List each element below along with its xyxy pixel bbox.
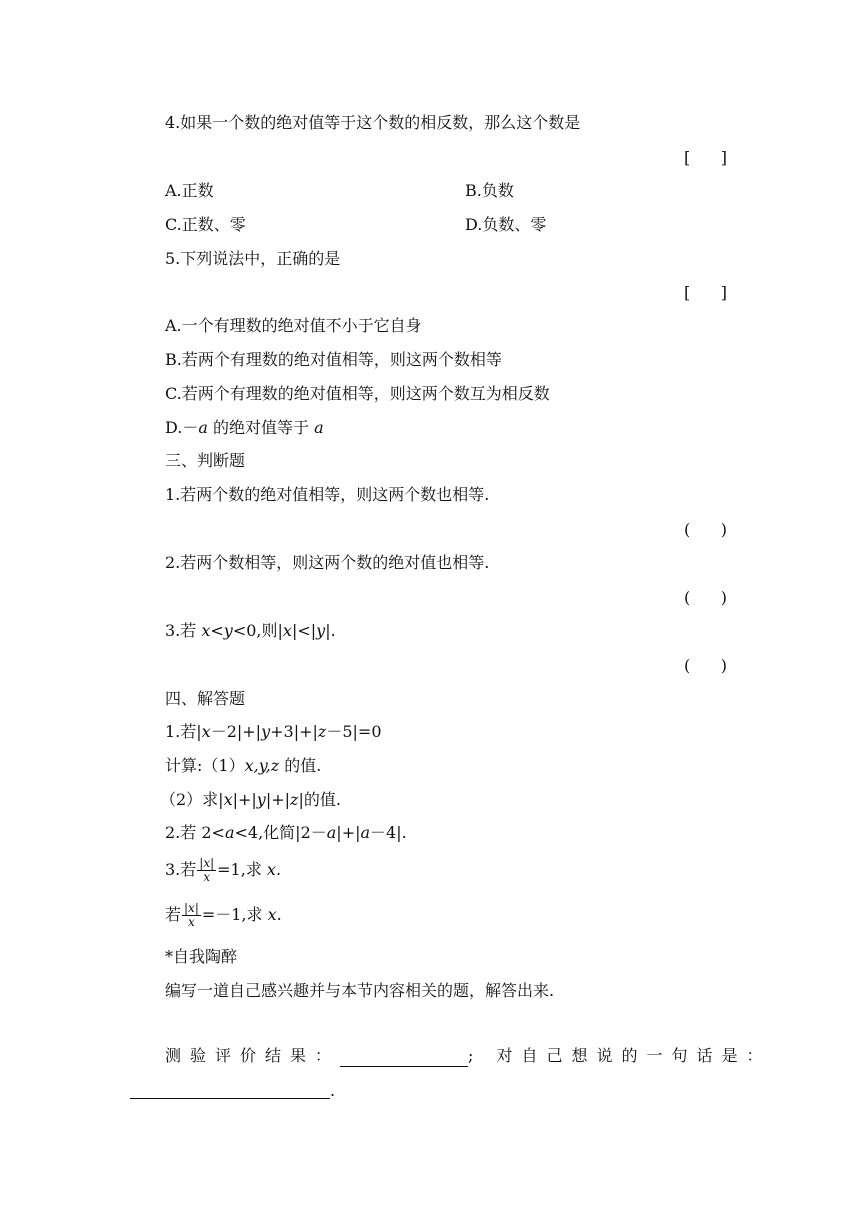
judge-item-1-paren: ( ) bbox=[684, 520, 727, 539]
q5-option-d: D.－a 的绝对值等于 a bbox=[165, 418, 324, 437]
q4-option-a: A.正数 bbox=[165, 181, 214, 200]
judge-item-3-paren: ( ) bbox=[684, 656, 727, 675]
evaluation-line bbox=[165, 1045, 772, 1067]
q5-stem: 5.下列说法中，正确的是 bbox=[165, 249, 341, 268]
self-section-text: 编写一道自己感兴趣并与本节内容相关的题，解答出来. bbox=[165, 981, 555, 1000]
judge-item-2-paren: ( ) bbox=[684, 588, 727, 607]
evaluation-end-period: . bbox=[330, 1081, 336, 1100]
problem-3b: 若 $\frac{|x|}{x}$ =－1,求 x. bbox=[165, 901, 282, 929]
judge-item-3: 3.若 x<y<0,则|x|<|y|. bbox=[165, 621, 336, 640]
judge-item-1: 1.若两个数的绝对值相等，则这两个数也相等. bbox=[165, 485, 490, 504]
self-section-title: *自我陶醉 bbox=[165, 947, 238, 966]
q4-option-c: C.正数、零 bbox=[165, 215, 246, 234]
q4-option-d: D.负数、零 bbox=[465, 215, 547, 234]
judge-item-2: 2.若两个数相等，则这两个数的绝对值也相等. bbox=[165, 553, 490, 572]
evaluation-label: 测验评价结果： bbox=[165, 1046, 341, 1065]
problem-1-part-2: （2）求|x|+|y|+|z|的值. bbox=[160, 790, 341, 809]
q4-option-b: B.负数 bbox=[465, 181, 514, 200]
q4-answer-bracket: [ ] bbox=[684, 148, 727, 167]
q5-option-b: B.若两个有理数的绝对值相等，则这两个数相等 bbox=[165, 350, 502, 369]
section3-title: 三、判断题 bbox=[165, 451, 246, 470]
evaluation-result-blank[interactable] bbox=[340, 1048, 468, 1067]
problem-1-part-1: 计算:（1）x,y,z 的值. bbox=[165, 756, 322, 775]
problem-1: 1.若|x－2|+|y+3|+|z－5|=0 bbox=[165, 722, 382, 741]
q5-answer-bracket: [ ] bbox=[684, 283, 727, 302]
fraction-abs-x-over-x: $\frac{|x|}{x}$ bbox=[199, 856, 215, 884]
evaluation-middle-text: ; 对自己想说的一句话是： bbox=[468, 1046, 772, 1065]
problem-3a: 3.若 $\frac{|x|}{x}$ =1,求 x. bbox=[165, 856, 282, 884]
self-message-blank[interactable] bbox=[130, 1078, 330, 1099]
q5-option-c: C.若两个有理数的绝对值相等，则这两个数互为相反数 bbox=[165, 384, 550, 403]
fraction-abs-x-over-x: $\frac{|x|}{x}$ bbox=[184, 901, 199, 929]
q4-stem: 4.如果一个数的绝对值等于这个数的相反数，那么这个数是 bbox=[165, 113, 581, 132]
problem-2: 2.若 2<a<4,化简|2－a|+|a－4|. bbox=[165, 823, 407, 842]
section4-title: 四、解答题 bbox=[165, 689, 246, 708]
q5-option-a: A.一个有理数的绝对值不小于它自身 bbox=[165, 316, 422, 335]
